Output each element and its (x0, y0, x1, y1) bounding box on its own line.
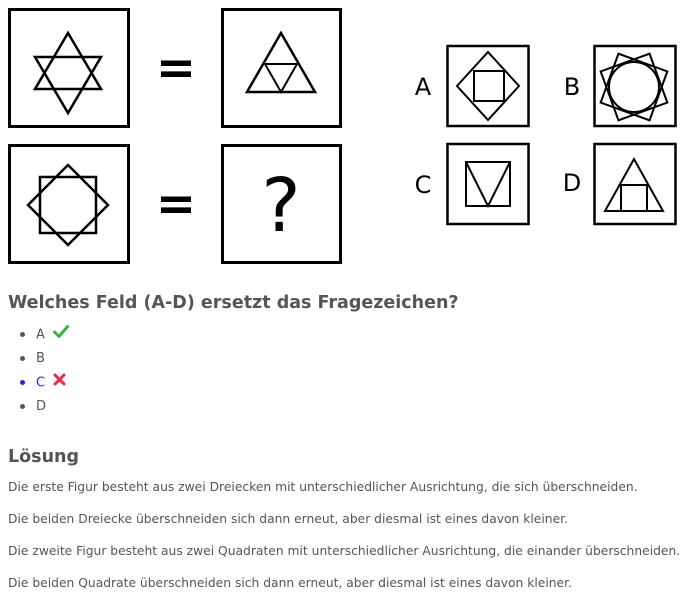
bullet-icon (20, 380, 25, 385)
answer-option-d[interactable] (8, 395, 69, 419)
equals-sign-row1 (156, 40, 196, 96)
question-mark: ? (261, 163, 301, 249)
answer-label: D (36, 399, 47, 414)
bullet-icon (20, 332, 25, 337)
answer-list (8, 323, 69, 419)
solution-paragraph: Die beiden Quadrate überschneiden sich dann erneut, aber diesmal ist eines davon kleiner. (8, 576, 572, 590)
correct-check-icon (53, 323, 69, 347)
svg-text:A: A (414, 73, 432, 101)
figure-overlapping-squares (10, 146, 129, 263)
svg-text:=: = (155, 40, 197, 96)
figure-triangle-nested (223, 10, 341, 127)
solution-paragraph: Die zweite Figur besteht aus zwei Quadraten mit unterschiedlicher Ausrichtung, die einander überschneiden. (8, 544, 681, 558)
svg-text:B: B (563, 73, 581, 101)
question-heading: Welches Feld (A-D) ersetzt das Fragezeichen? (8, 293, 459, 313)
answer-label: B (36, 351, 45, 366)
wrong-cross-icon (53, 371, 66, 395)
answer-label: A (36, 327, 45, 343)
figure-hexagram (10, 10, 129, 127)
equals-sign-row2 (156, 176, 196, 232)
solution-heading: Lösung (8, 447, 80, 467)
answer-option-b[interactable] (8, 347, 69, 371)
option-b[interactable] (564, 46, 676, 126)
solution-paragraph: Die beiden Dreiecke überschneiden sich dann erneut, aber diesmal ist eines davon kleiner. (8, 512, 568, 526)
option-d[interactable] (563, 144, 676, 224)
option-a[interactable] (415, 46, 529, 126)
answer-label: C (36, 375, 46, 391)
svg-text:C: C (414, 171, 432, 199)
bullet-icon (20, 356, 25, 361)
answer-option-c[interactable] (8, 371, 69, 395)
puzzle-image (0, 0, 688, 270)
option-c[interactable] (415, 144, 529, 224)
svg-text:D: D (562, 169, 582, 197)
solution-text (8, 478, 688, 606)
figure-unknown (223, 146, 341, 263)
bullet-icon (20, 404, 25, 409)
answer-option-a[interactable] (8, 323, 69, 347)
solution-paragraph: Die erste Figur besteht aus zwei Dreiecken mit unterschiedlicher Ausrichtung, die sich überschneiden. (8, 480, 638, 494)
svg-text:=: = (155, 176, 197, 232)
